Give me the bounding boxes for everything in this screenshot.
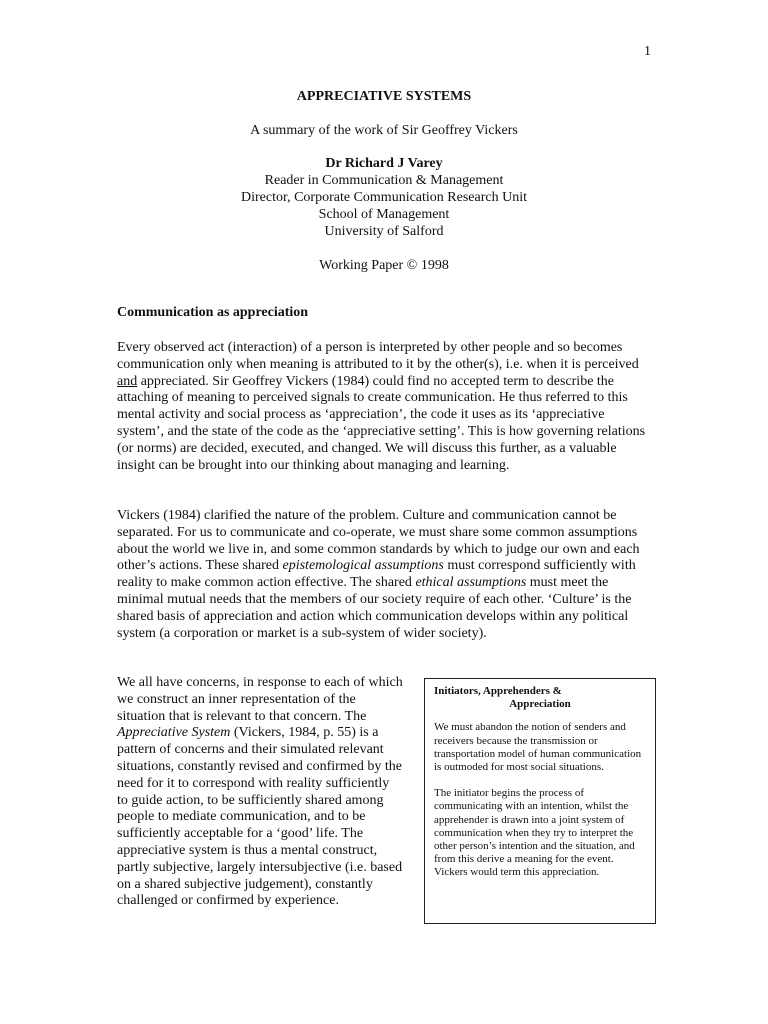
paragraph-text: We all have concerns, in response to each of which we construct an inner representation of the situation that is relevant to that concern. The (117, 675, 403, 724)
document-subtitle: A summary of the work of Sir Geoffrey Vickers (250, 123, 518, 138)
page-number: 1 (644, 44, 651, 59)
sidebar-title-line: Initiators, Apprehenders & (434, 685, 562, 697)
paragraph-text: must correspond sufficiently with reality to make common action effective. The shared (117, 558, 636, 591)
sidebar-title-line: Appreciation (509, 698, 571, 711)
document-title: APPRECIATIVE SYSTEMS (296, 89, 472, 104)
sidebar-box-title (434, 685, 646, 711)
section-heading: Communication as appreciation (117, 305, 309, 320)
paragraph-text: must meet the minimal mutual needs that the members of our society require of each other. ‘Culture’ is the shared basis of appreciation and action which communication develops within any political system (a corporation or market is a sub-system of wider society). (117, 575, 632, 641)
sidebar-box (424, 678, 656, 924)
author-affiliation-line: University of Salford (324, 224, 444, 239)
paragraph-text: appreciated. Sir Geoffrey Vickers (1984) could find no accepted term to describe the attaching of meaning to perceived signals to create communication. He thus referred to this mental activity and social process as ‘appreciation’, the code it uses as its ‘appreciative system’, and the state of the code as the ‘appreciative setting’. This is how governing relations (or norms) are decided, executed, and changed. We will discuss this further, as a valuable insight can be brought into our thinking about managing and learning. (117, 373, 646, 473)
working-paper-line: Working Paper © 1998 (319, 258, 449, 273)
author-block (0, 155, 768, 240)
paragraph-text: (Vickers, 1984, p. 55) is a pattern of concerns and their simulated relevant situations, constantly revised and confirmed by the need for it to correspond with reality sufficiently to guide action, to be sufficiently shared among people to mediate communication, and to be sufficiently acceptable for a ‘good’ life. The appreciative system is thus a mental construct, partly subjective, largely intersubjective (i.e. based on a shared subjective judgement), constantly challenged or confirmed by experience. (117, 725, 403, 909)
italic-term: Appreciative System (117, 725, 231, 741)
author-affiliation-line: Director, Corporate Communication Research Unit (241, 190, 527, 205)
paragraph-text: Every observed act (interaction) of a person is interpreted by other people and so becomes communication only when meaning is attributed to it by the other(s), i.e. when it is perceived (117, 340, 639, 372)
sidebar-paragraph: The initiator begins the process of communicating with an intention, whilst the apprehender is drawn into a joint system of communication when they try to interpret the other person’s intention and the situation, and from this derive a meaning for the event. Vickers would term this appreciation. (434, 787, 635, 879)
italic-term: ethical assumptions (415, 575, 527, 591)
underlined-word: and (117, 373, 138, 389)
author-affiliation-line: School of Management (318, 207, 450, 222)
author-name: Dr Richard J Varey (325, 156, 443, 171)
sidebar-paragraph: We must abandon the notion of senders and receivers because the transmission or transportation model of human communication is outmoded for most social situations. (434, 721, 642, 774)
paragraph-text: Vickers (1984) clarified the nature of the problem. Culture and communication cannot be separated. For us to communicate and co-operate, we must share some common assumptions about the world we live in, and some common standards by which to judge our own and each other’s actions. These shared (117, 508, 640, 574)
body-paragraph (117, 675, 403, 910)
italic-term: epistemological assumptions (282, 558, 444, 574)
body-paragraph (117, 340, 650, 474)
body-paragraph (117, 508, 650, 642)
author-affiliation-line: Reader in Communication & Management (264, 173, 504, 188)
